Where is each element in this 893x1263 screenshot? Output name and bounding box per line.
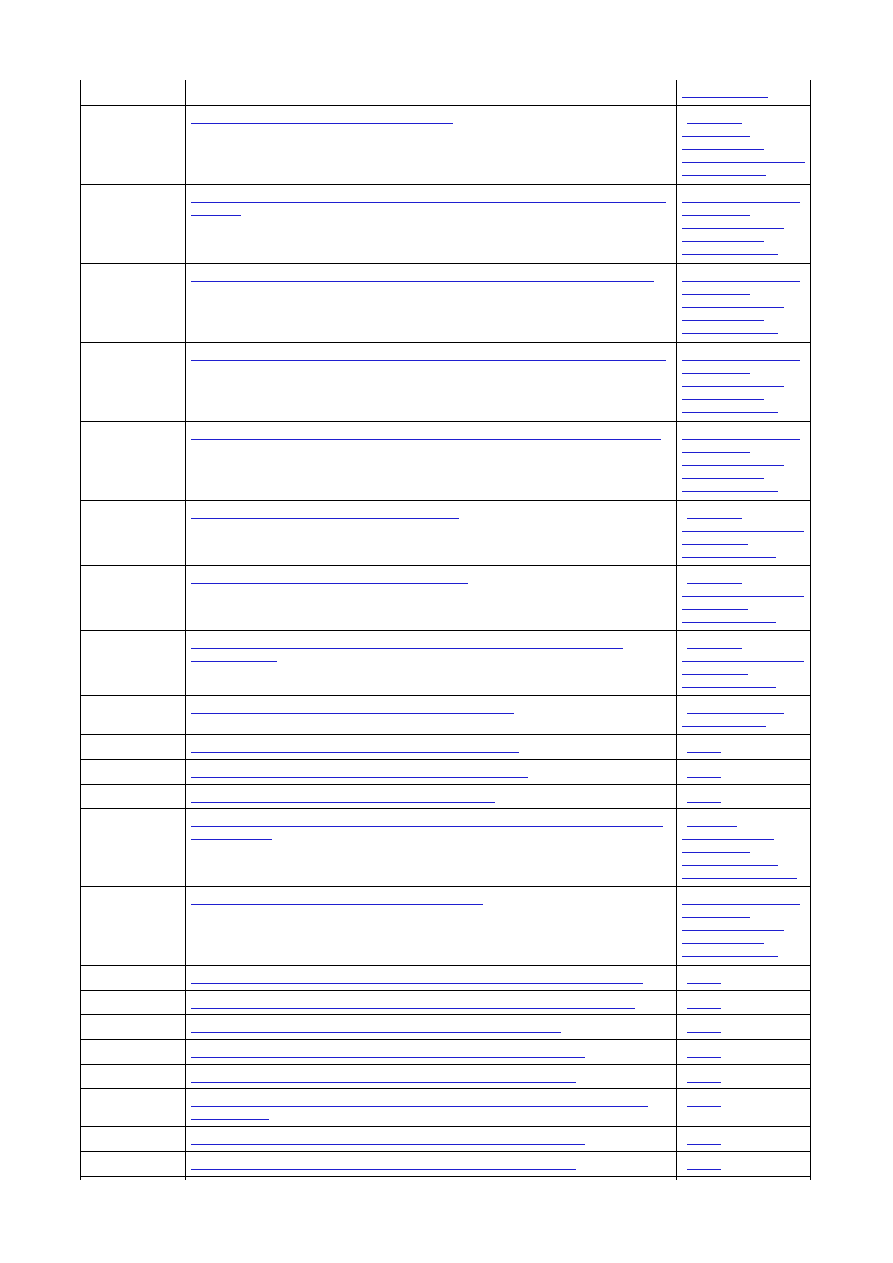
row-link[interactable]	[191, 439, 661, 440]
side-link[interactable]	[682, 202, 800, 203]
side-link[interactable]	[682, 609, 748, 610]
row-link[interactable]	[191, 661, 277, 662]
side-link[interactable]	[687, 777, 721, 778]
side-link[interactable]	[682, 917, 750, 918]
side-link[interactable]	[687, 713, 784, 714]
table-row-border	[80, 184, 811, 185]
row-link[interactable]	[191, 802, 495, 803]
row-link[interactable]	[191, 983, 643, 984]
table-row-border	[80, 1039, 811, 1040]
side-link[interactable]	[682, 452, 750, 453]
table-row-border	[80, 1064, 811, 1065]
side-link[interactable]	[682, 386, 784, 387]
side-link[interactable]	[687, 123, 742, 124]
side-link[interactable]	[682, 373, 750, 374]
row-link[interactable]	[191, 583, 468, 584]
table-row-border	[80, 734, 811, 735]
row-link[interactable]	[191, 360, 666, 361]
side-link[interactable]	[682, 544, 748, 545]
row-link[interactable]	[191, 752, 519, 753]
side-link[interactable]	[682, 307, 784, 308]
side-link[interactable]	[682, 254, 778, 255]
side-link[interactable]	[687, 826, 737, 827]
side-link[interactable]	[682, 149, 764, 150]
row-link[interactable]	[191, 713, 514, 714]
side-link[interactable]	[687, 648, 742, 649]
table-row-border	[80, 886, 811, 887]
side-link[interactable]	[682, 687, 776, 688]
table-row-border	[80, 1151, 811, 1152]
table-row-border	[80, 808, 811, 809]
side-link[interactable]	[682, 294, 750, 295]
side-link[interactable]	[682, 215, 750, 216]
table-row-border	[80, 1014, 811, 1015]
table-row-border	[80, 990, 811, 991]
side-link[interactable]	[682, 865, 778, 866]
side-link[interactable]	[682, 465, 784, 466]
side-link[interactable]	[682, 904, 800, 905]
side-link[interactable]	[682, 136, 750, 137]
row-link[interactable]	[191, 123, 453, 124]
side-link[interactable]	[682, 162, 805, 163]
row-link[interactable]	[191, 1106, 648, 1107]
table-row-border	[80, 342, 811, 343]
side-link[interactable]	[687, 1032, 721, 1033]
table-row-border	[80, 759, 811, 760]
row-link[interactable]	[191, 648, 623, 649]
side-link[interactable]	[682, 439, 800, 440]
row-link[interactable]	[191, 281, 654, 282]
table-row-border	[80, 784, 811, 785]
row-link[interactable]	[191, 904, 483, 905]
side-link[interactable]	[682, 97, 768, 98]
side-link[interactable]	[682, 478, 764, 479]
side-link[interactable]	[687, 1169, 721, 1170]
side-link[interactable]	[682, 943, 764, 944]
side-link[interactable]	[687, 518, 742, 519]
table-row-border	[80, 500, 811, 501]
side-link[interactable]	[682, 281, 800, 282]
row-link[interactable]	[191, 215, 241, 216]
side-link[interactable]	[682, 412, 778, 413]
row-link[interactable]	[191, 1119, 269, 1120]
table-row-border	[80, 1126, 811, 1127]
side-link[interactable]	[687, 583, 742, 584]
side-link[interactable]	[682, 228, 784, 229]
row-link[interactable]	[191, 1057, 585, 1058]
side-link[interactable]	[687, 983, 721, 984]
side-link[interactable]	[687, 1082, 721, 1083]
side-link[interactable]	[687, 1106, 721, 1107]
side-link[interactable]	[682, 596, 804, 597]
side-link[interactable]	[682, 661, 804, 662]
table-row-border	[80, 1176, 811, 1177]
table-row-border	[80, 965, 811, 966]
side-link[interactable]	[682, 839, 774, 840]
row-link[interactable]	[191, 826, 663, 827]
side-link[interactable]	[682, 956, 778, 957]
row-link[interactable]	[191, 1144, 585, 1145]
side-link[interactable]	[682, 175, 766, 176]
table-row-border	[80, 421, 811, 422]
row-link[interactable]	[191, 518, 459, 519]
side-link[interactable]	[687, 1144, 721, 1145]
table-row-border	[80, 263, 811, 264]
row-link[interactable]	[191, 1032, 561, 1033]
side-link[interactable]	[682, 878, 797, 879]
row-link[interactable]	[191, 1008, 635, 1009]
side-link[interactable]	[682, 320, 764, 321]
row-link[interactable]	[191, 1082, 576, 1083]
row-link[interactable]	[191, 1169, 576, 1170]
side-link[interactable]	[682, 622, 776, 623]
side-link[interactable]	[682, 726, 766, 727]
side-link[interactable]	[682, 930, 784, 931]
row-link[interactable]	[191, 839, 272, 840]
side-link[interactable]	[687, 1008, 721, 1009]
side-link[interactable]	[682, 241, 764, 242]
side-link[interactable]	[687, 802, 721, 803]
row-link[interactable]	[191, 777, 528, 778]
row-link[interactable]	[191, 202, 666, 203]
side-link[interactable]	[682, 399, 764, 400]
table-row-border	[80, 630, 811, 631]
table-row-border	[80, 695, 811, 696]
table-row-border	[80, 1088, 811, 1089]
side-link[interactable]	[682, 557, 776, 558]
side-link[interactable]	[687, 1057, 721, 1058]
side-link[interactable]	[687, 752, 721, 753]
side-link[interactable]	[682, 674, 748, 675]
table-row-border	[80, 105, 811, 106]
side-link[interactable]	[682, 360, 800, 361]
side-link[interactable]	[682, 531, 804, 532]
table-row-border	[80, 565, 811, 566]
side-link[interactable]	[682, 852, 750, 853]
side-link[interactable]	[682, 491, 778, 492]
side-link[interactable]	[682, 333, 778, 334]
